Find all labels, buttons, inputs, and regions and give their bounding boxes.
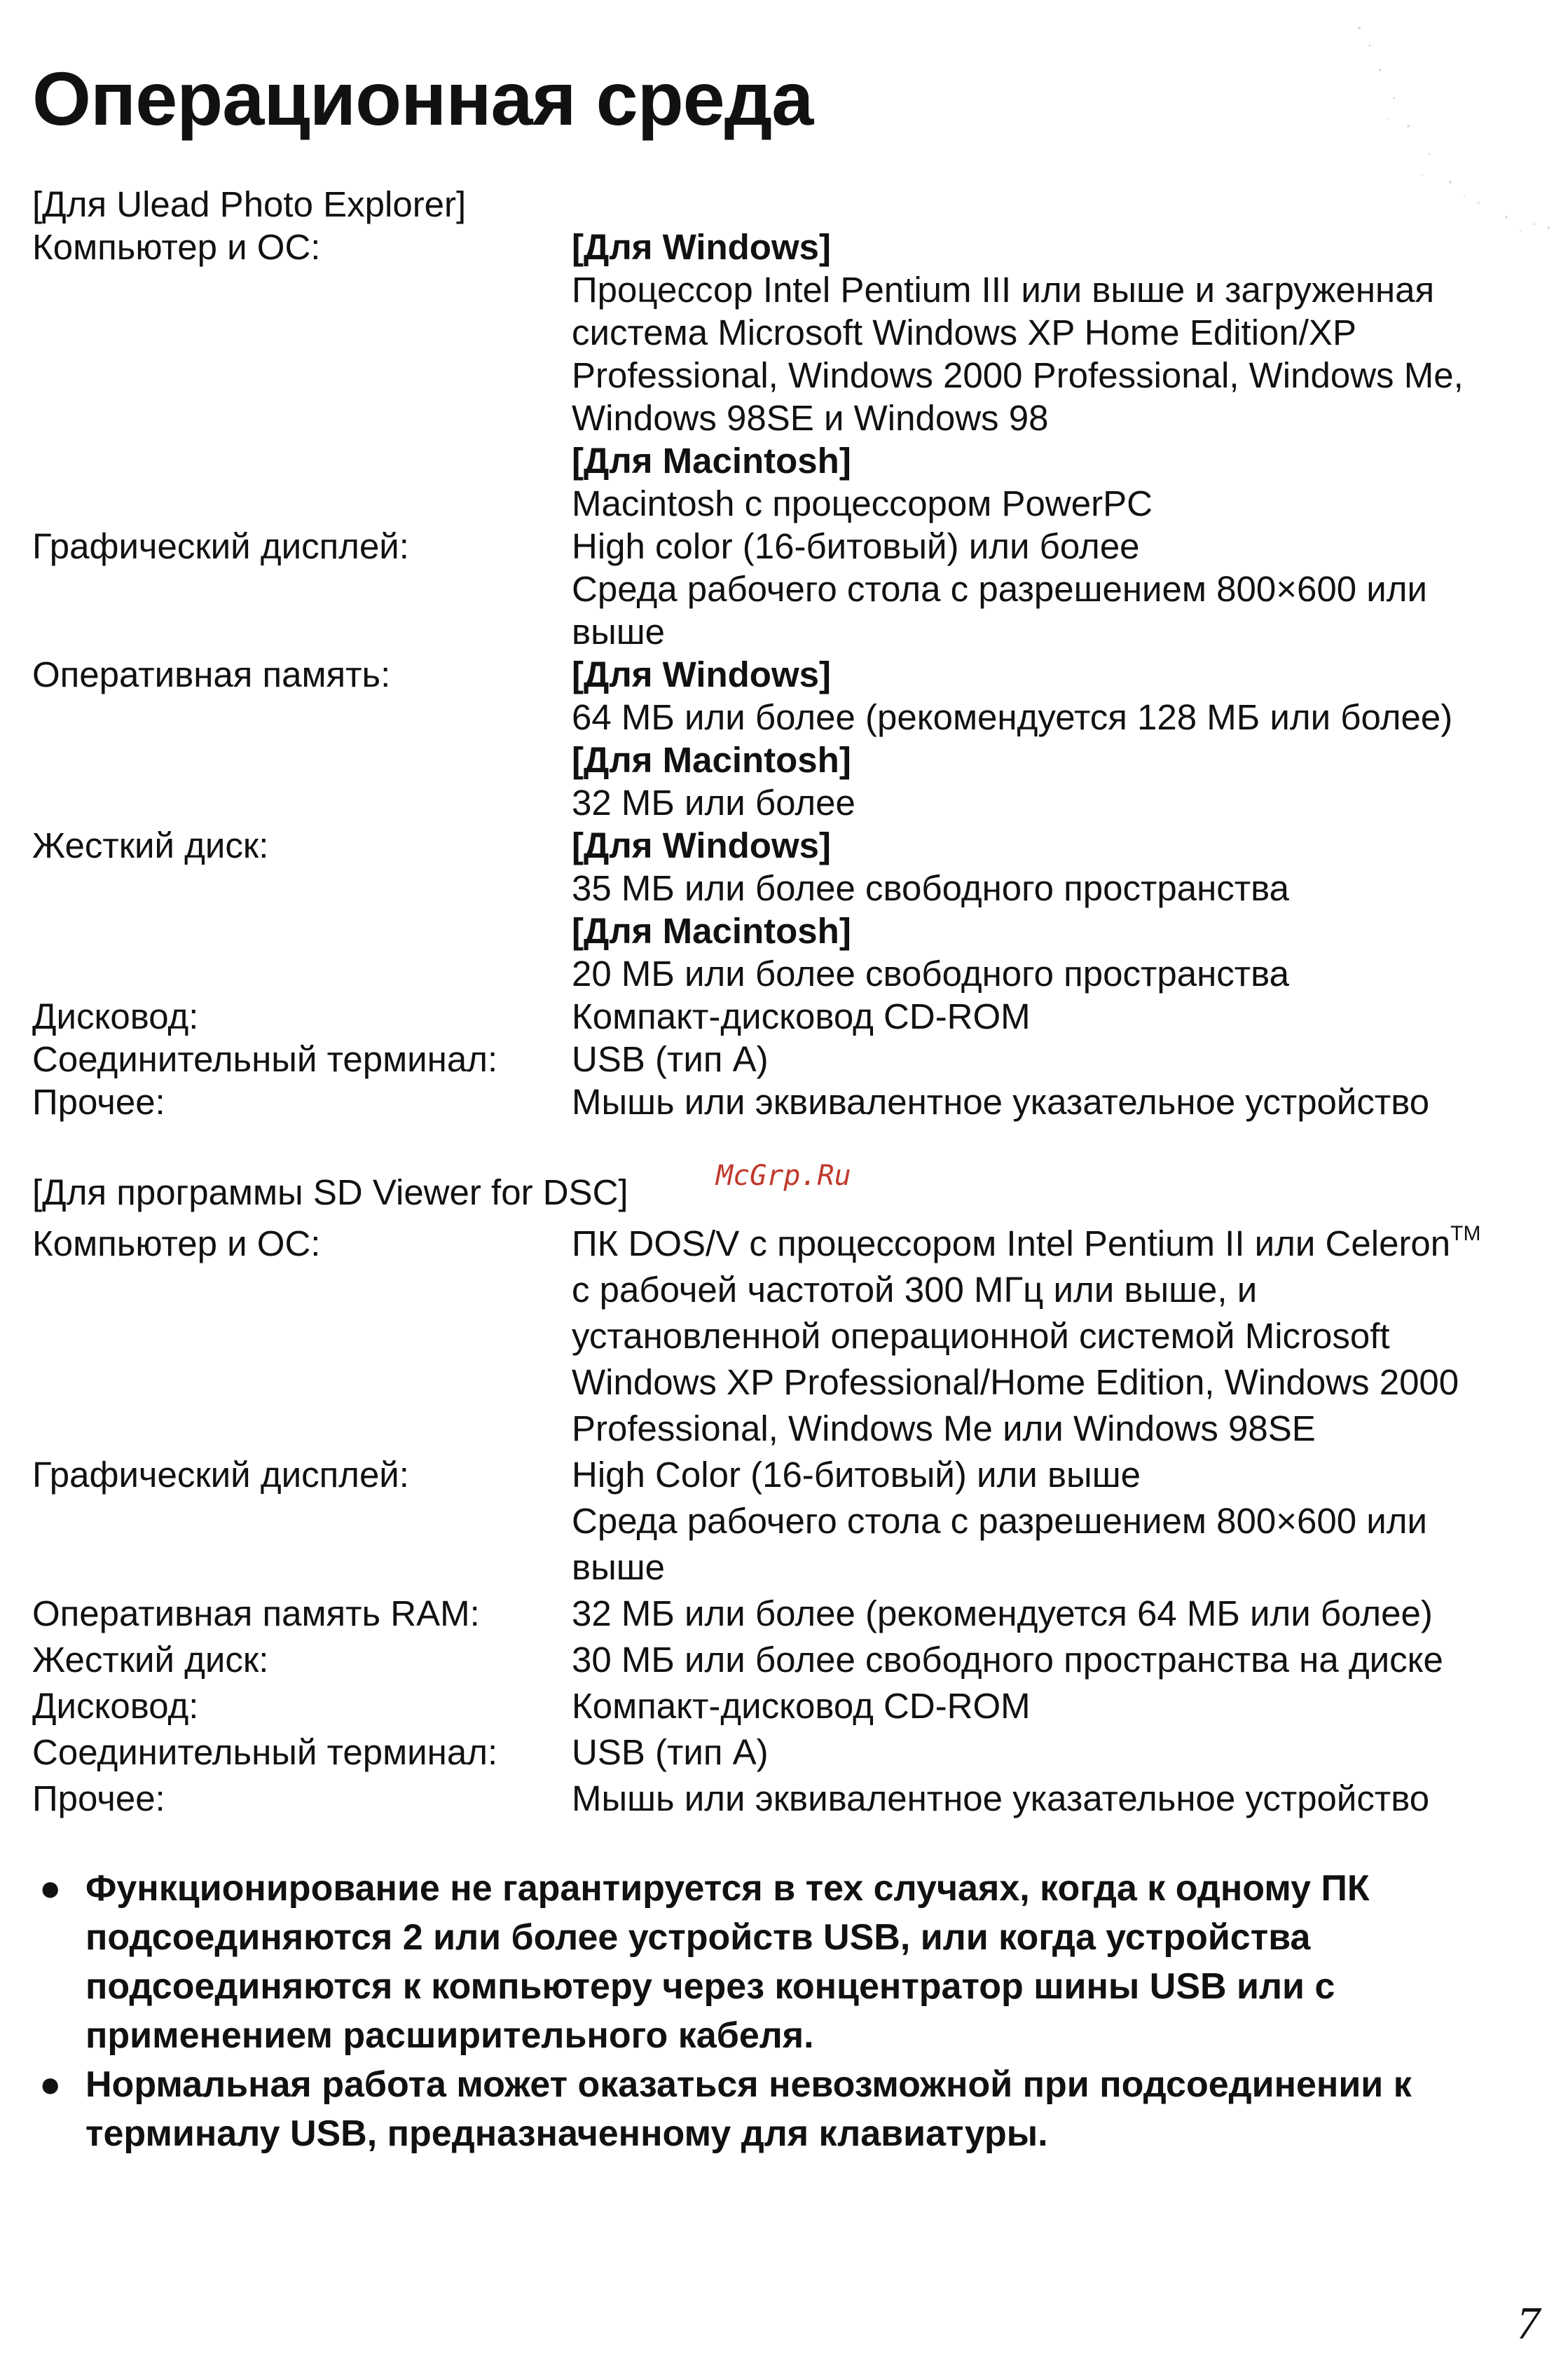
note-line: подсоединяются 2 или более устройств USB, или когда устройства	[85, 1917, 1311, 1958]
platform-subheading	[572, 824, 1518, 867]
spec-value-line	[572, 610, 1518, 653]
spec-value-line	[572, 1080, 1518, 1123]
platform-subheading	[572, 226, 1518, 268]
spec-label: Соединительный терминал:	[32, 1732, 498, 1772]
spec-value-text: [Для Windows]	[572, 825, 831, 865]
spec-values	[572, 1591, 1518, 1637]
platform-subheading	[572, 653, 1518, 696]
spec-value-text: Среда рабочего стола с разрешением 800×600 или	[572, 569, 1428, 609]
spec-values	[572, 824, 1518, 995]
spec-value-line	[572, 867, 1518, 910]
spec-value-line	[572, 268, 1518, 311]
spec-value-text: High Color (16-битовый) или выше	[572, 1455, 1141, 1495]
spec-row	[32, 1591, 1518, 1637]
spec-value-text: Windows 98SE и Windows 98	[572, 398, 1049, 438]
spec-label: Дисковод:	[32, 996, 199, 1036]
spec-row	[32, 1683, 1518, 1729]
scan-artifact	[1317, 14, 1562, 245]
spec-value-text: 30 МБ или более свободного пространства на диске	[572, 1640, 1443, 1680]
spec-value-line	[572, 1359, 1518, 1406]
spec-value-line	[572, 1452, 1518, 1498]
spec-value-line	[572, 1267, 1518, 1313]
spec-label: Оперативная память RAM:	[32, 1593, 480, 1633]
spec-value-text: Компакт-дисковод CD-ROM	[572, 996, 1031, 1036]
spec-value-line	[572, 1498, 1518, 1544]
spec-value-text: Компакт-дисковод CD-ROM	[572, 1686, 1031, 1726]
note-line: подсоединяются к компьютеру через концентратор шины USB или с	[85, 1966, 1335, 2007]
spec-label: Соединительный терминал:	[32, 1039, 498, 1079]
spec-value-text: [Для Windows]	[572, 227, 831, 267]
spec-label: Графический дисплей:	[32, 526, 409, 566]
spec-value-line	[572, 781, 1518, 824]
page-number: 7	[1517, 2298, 1540, 2349]
spec-value-text: Мышь или эквивалентное указательное устройство	[572, 1778, 1430, 1818]
spec-value-text: High color (16-битовый) или более	[572, 526, 1140, 566]
section-heading-photo-explorer: [Для Ulead Photo Explorer]	[32, 184, 467, 224]
spec-values	[572, 1729, 1518, 1776]
spec-value-line	[572, 1544, 1518, 1591]
spec-value-text: USB (тип A)	[572, 1039, 769, 1079]
spec-row	[32, 1038, 1518, 1080]
spec-label: Прочее:	[32, 1082, 165, 1122]
spec-label: Жесткий диск:	[32, 1640, 269, 1680]
spec-value-line	[572, 354, 1518, 397]
spec-value-text: Процессор Intel Pentium III или выше и загруженная	[572, 270, 1435, 310]
spec-value-text: [Для Macintosh]	[572, 740, 851, 780]
spec-value-line	[572, 1221, 1518, 1267]
note-line: Функционирование не гарантируется в тех случаях, когда к одному ПК	[85, 1868, 1370, 1909]
section-heading-sd-viewer: [Для программы SD Viewer for DSC]	[32, 1172, 628, 1212]
page-title: Операционная среда	[32, 56, 813, 141]
spec-values	[572, 1683, 1518, 1729]
spec-value-text: выше	[572, 612, 666, 652]
spec-values	[572, 653, 1518, 824]
spec-value-text: Macintosh с процессором PowerPC	[572, 483, 1153, 523]
note-line: применением расширительного кабеля.	[85, 2015, 814, 2056]
spec-value-line	[572, 995, 1518, 1038]
spec-row	[32, 1637, 1518, 1683]
spec-value-line	[572, 1637, 1518, 1683]
spec-value-line	[572, 397, 1518, 439]
spec-value-line	[572, 1313, 1518, 1359]
spec-value-line	[572, 1591, 1518, 1637]
spec-value-text: 32 МБ или более (рекомендуется 64 МБ или более)	[572, 1593, 1433, 1633]
spec-value-text: 32 МБ или более	[572, 783, 855, 823]
spec-values	[572, 1080, 1518, 1123]
spec-value-line	[572, 952, 1518, 995]
watermark-text: McGrp.Ru	[716, 1160, 851, 1192]
spec-value-text: с рабочей частотой 300 МГц или выше, и	[572, 1270, 1258, 1310]
spec-value-text: 64 МБ или более (рекомендуется 128 МБ или более)	[572, 697, 1453, 737]
spec-value-text: [Для Windows]	[572, 654, 831, 694]
spec-label: Графический дисплей:	[32, 1455, 409, 1495]
spec-values	[572, 1637, 1518, 1683]
spec-value-text: Professional, Windows 2000 Professional, Windows Me,	[572, 355, 1464, 395]
spec-value-line	[572, 568, 1518, 610]
spec-label: Дисковод:	[32, 1686, 199, 1726]
spec-list-sd-viewer	[32, 1221, 1518, 1822]
spec-value-text: Мышь или эквивалентное указательное устройство	[572, 1082, 1430, 1122]
spec-label: Компьютер и ОС:	[32, 227, 321, 267]
spec-values	[572, 1038, 1518, 1080]
spec-value-line	[572, 311, 1518, 354]
spec-label: Компьютер и ОС:	[32, 1223, 321, 1263]
spec-values	[572, 1452, 1518, 1591]
spec-value-text: установленной операционной системой Microsoft	[572, 1316, 1390, 1356]
spec-values	[572, 525, 1518, 653]
spec-row	[32, 995, 1518, 1038]
spec-value-line	[572, 1406, 1518, 1452]
spec-value-text: ПК DOS/V с процессором Intel Pentium II или Celeron	[572, 1223, 1451, 1263]
spec-value-text: Windows XP Professional/Home Edition, Windows 2000	[572, 1362, 1459, 1402]
note-text	[85, 1864, 1511, 2060]
spec-row	[32, 226, 1518, 525]
spec-value-text: USB (тип A)	[572, 1732, 769, 1772]
bullet-icon: ●	[39, 1868, 62, 1909]
spec-row	[32, 824, 1518, 995]
spec-values	[572, 1776, 1518, 1822]
spec-value-text: [Для Macintosh]	[572, 911, 851, 951]
spec-value-line	[572, 482, 1518, 525]
spec-value-line	[572, 696, 1518, 739]
spec-value-text: выше	[572, 1547, 666, 1587]
spec-row	[32, 1080, 1518, 1123]
spec-list-photo-explorer	[32, 226, 1518, 1123]
spec-value-text: система Microsoft Windows XP Home Edition/XP	[572, 313, 1356, 352]
trademark-sup: TM	[1450, 1222, 1481, 1245]
note-line: терминалу USB, предназначенному для клавиатуры.	[85, 2113, 1048, 2154]
spec-label: Прочее:	[32, 1778, 165, 1818]
spec-label: Жесткий диск:	[32, 825, 269, 865]
bullet-icon: ●	[39, 2064, 62, 2105]
spec-value-text: [Для Macintosh]	[572, 441, 851, 481]
spec-value-text: Professional, Windows Me или Windows 98SE	[572, 1408, 1316, 1448]
spec-value-line	[572, 1683, 1518, 1729]
spec-value-line	[572, 1776, 1518, 1822]
note-item	[39, 1864, 1511, 2060]
note-line: Нормальная работа может оказаться невозможной при подсоединении к	[85, 2064, 1412, 2105]
note-item	[39, 2060, 1511, 2158]
spec-label: Оперативная память:	[32, 654, 391, 694]
platform-subheading	[572, 439, 1518, 482]
spec-row	[32, 1776, 1518, 1822]
spec-row	[32, 525, 1518, 653]
spec-value-text: 20 МБ или более свободного пространства	[572, 954, 1290, 994]
spec-row	[32, 653, 1518, 824]
spec-value-text: 35 МБ или более свободного пространства	[572, 868, 1290, 908]
note-text	[85, 2060, 1511, 2158]
platform-subheading	[572, 910, 1518, 952]
spec-row	[32, 1729, 1518, 1776]
spec-value-line	[572, 525, 1518, 568]
spec-value-line	[572, 1729, 1518, 1776]
platform-subheading	[572, 739, 1518, 781]
spec-values	[572, 226, 1518, 525]
spec-row	[32, 1452, 1518, 1591]
spec-value-text: Среда рабочего стола с разрешением 800×600 или	[572, 1501, 1428, 1541]
spec-values	[572, 1221, 1518, 1452]
notes-list	[39, 1864, 1511, 2158]
spec-values	[572, 995, 1518, 1038]
spec-row	[32, 1221, 1518, 1452]
spec-value-line	[572, 1038, 1518, 1080]
